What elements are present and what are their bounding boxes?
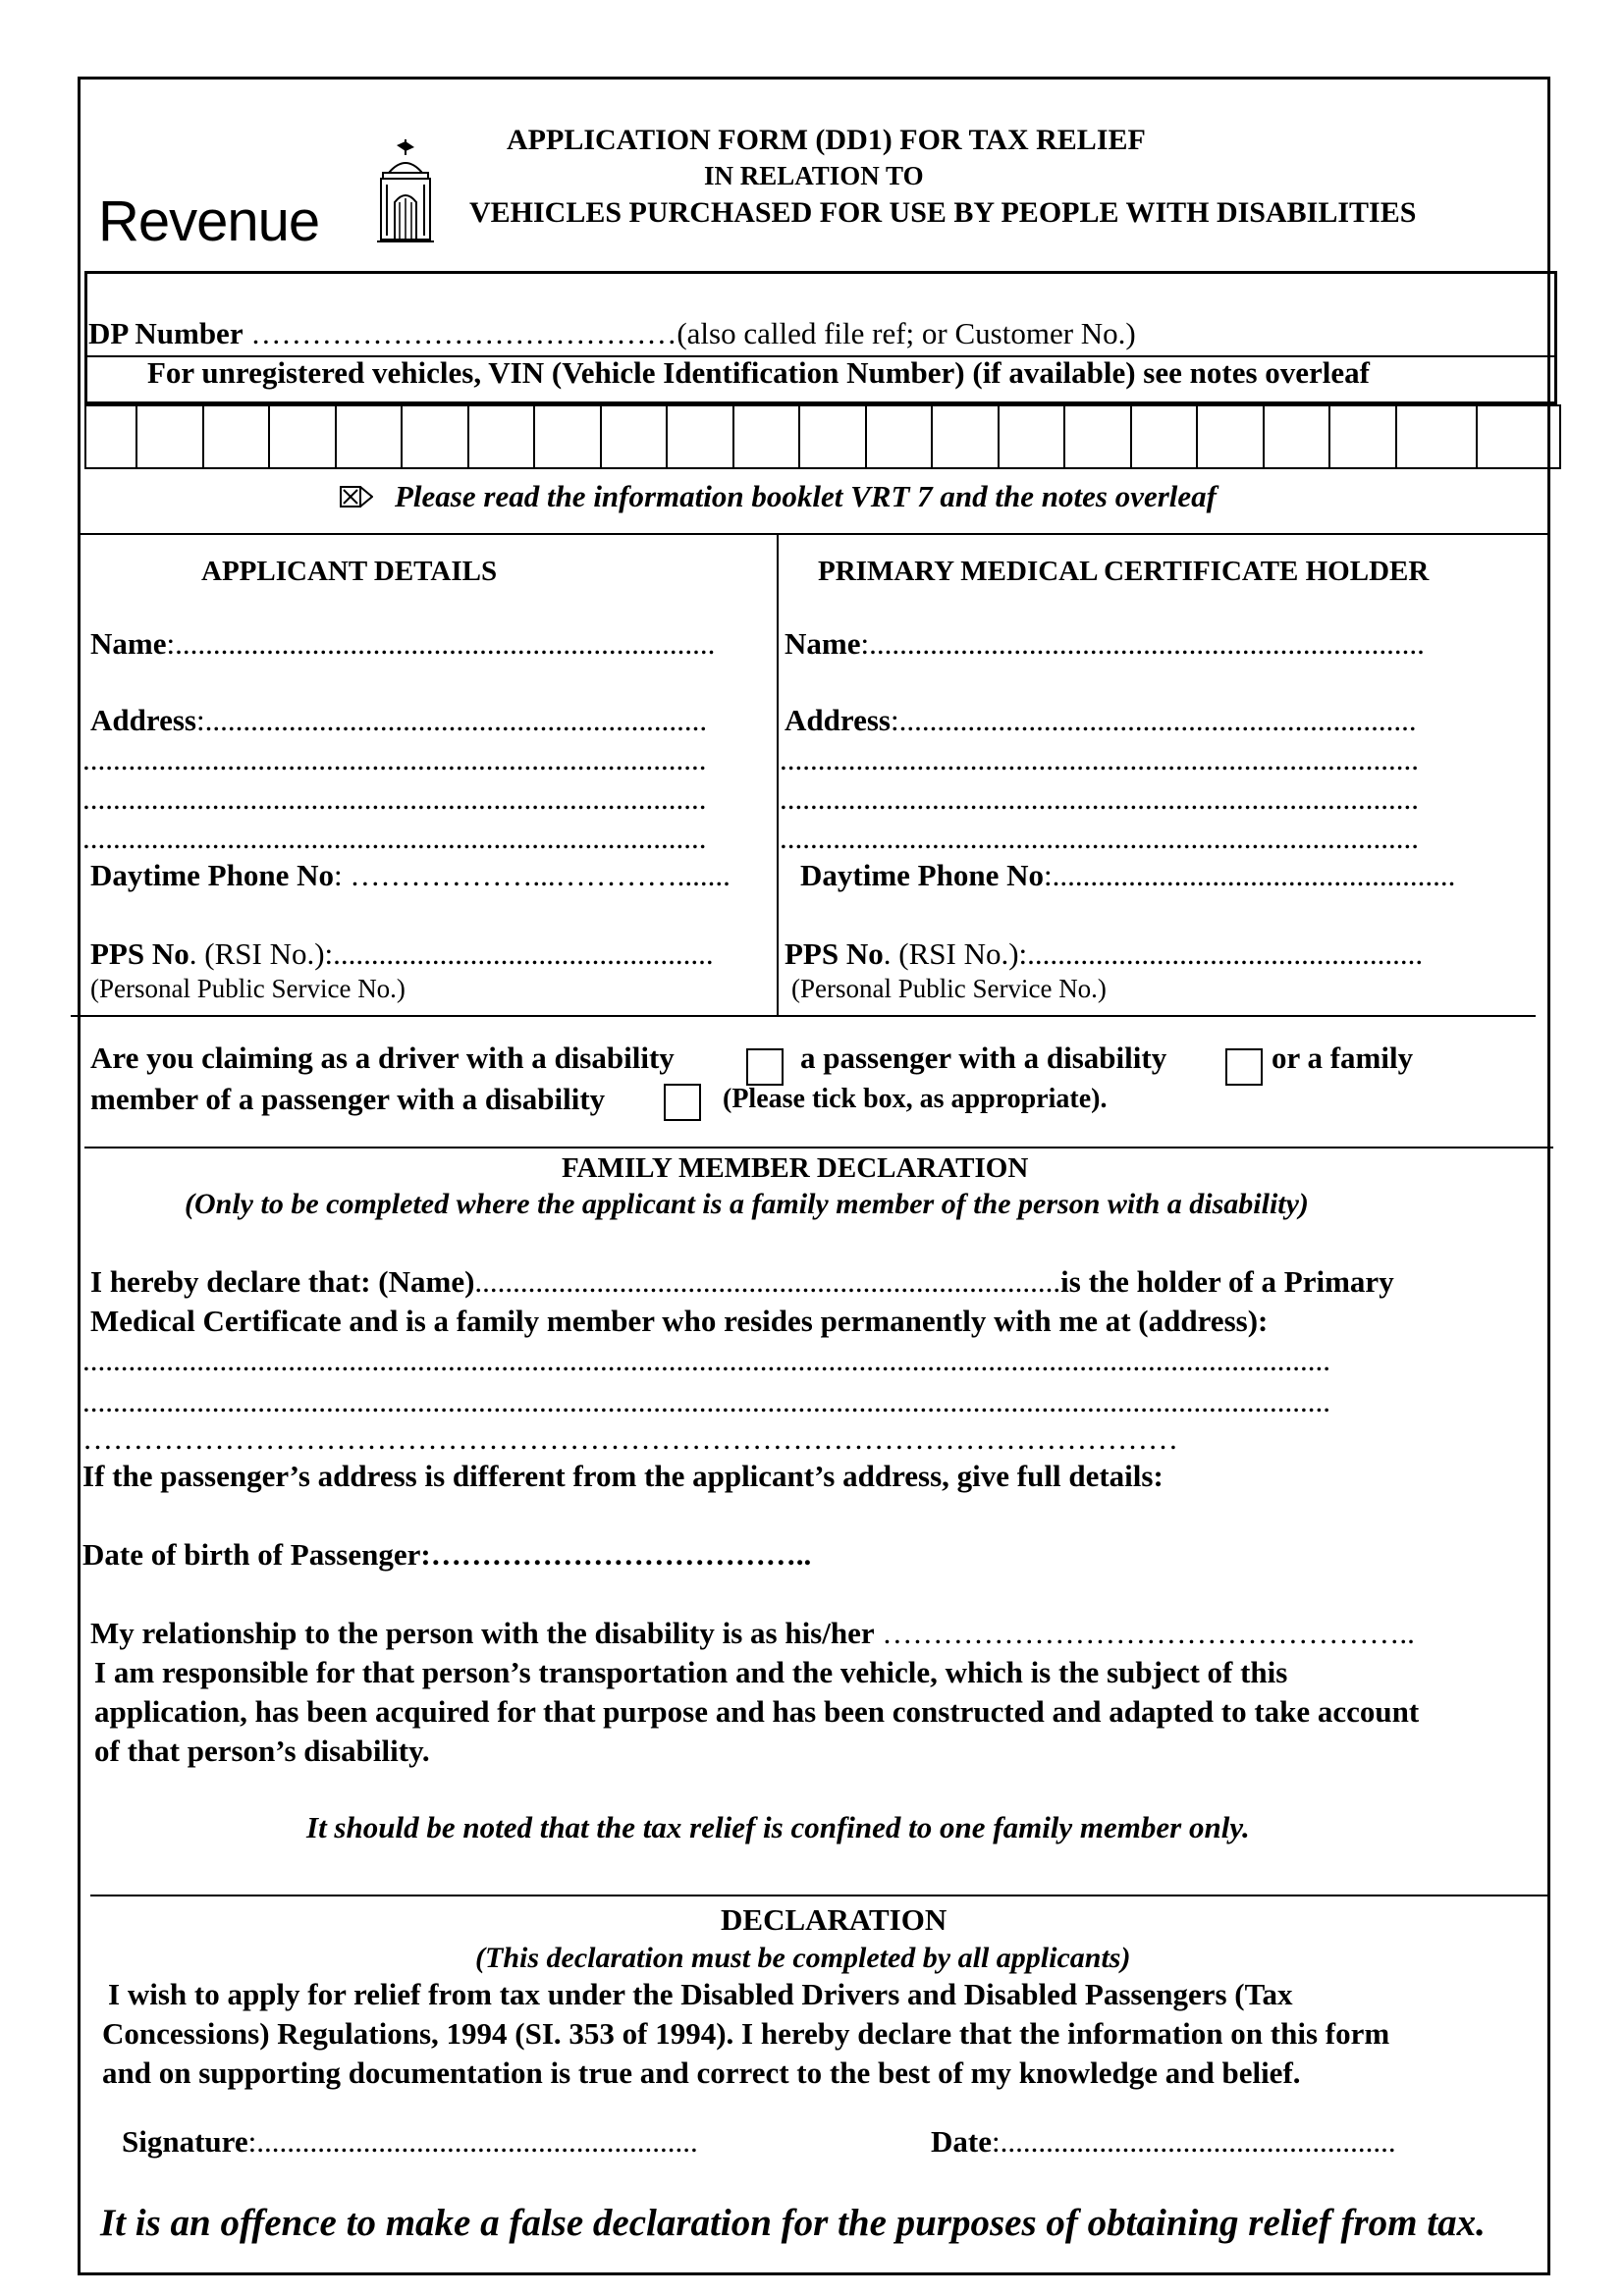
dp-number-label: DP Number xyxy=(88,316,244,350)
applicant-address-field[interactable]: Address:.................................................................. xyxy=(90,703,708,737)
family-declare-line2: Medical Certificate and is a family member who resides permanently with me at (address): xyxy=(90,1304,1269,1338)
vin-instruction: For unregistered vehicles, VIN (Vehicle Identification Number) (if available) see notes overleaf xyxy=(147,355,1370,390)
claim-tick-instruction: (Please tick box, as appropriate). xyxy=(723,1084,1108,1114)
pmc-phone-field[interactable]: Daytime Phone No:..................................................... xyxy=(800,858,1456,892)
vin-cell[interactable] xyxy=(268,406,270,469)
vin-grid[interactable] xyxy=(84,404,1561,469)
pointing-hand-icon xyxy=(340,485,373,508)
vin-cell[interactable] xyxy=(1328,406,1330,469)
responsibility-line2: application, has been acquired for that purpose and has been constructed and adapted to take account xyxy=(94,1694,1420,1729)
vin-cell[interactable] xyxy=(998,406,1000,469)
driver-checkbox[interactable] xyxy=(746,1048,784,1086)
family-address-line[interactable]: .................................................................................................................................................................... xyxy=(82,1384,1330,1418)
customs-house-icon xyxy=(377,137,434,245)
vin-cell[interactable] xyxy=(135,406,137,469)
declaration-line1: I wish to apply for relief from tax under the Disabled Drivers and Disabled Passengers (Tax xyxy=(108,1977,1293,2011)
vin-cell[interactable] xyxy=(931,406,933,469)
pmc-address-line[interactable]: .................................................................................... xyxy=(780,742,1419,776)
date-field[interactable]: Date:.................................................... xyxy=(931,2124,1396,2159)
vin-cell[interactable] xyxy=(865,406,867,469)
applicant-pps-field[interactable]: PPS No. (RSI No.):.................................................. xyxy=(90,936,714,971)
claim-divider xyxy=(84,1147,1553,1148)
column-divider xyxy=(777,534,779,1015)
vin-cell[interactable] xyxy=(798,406,800,469)
dp-number-note: (also called file ref; or Customer No.) xyxy=(677,316,1136,350)
declaration-line2: Concessions) Regulations, 1994 (SI. 353 of 1994). I hereby declare that the information on this form xyxy=(102,2016,1390,2051)
family-declaration-subheading: (Only to be completed where the applicant is a family member of the person with a disability) xyxy=(185,1188,1309,1220)
details-divider xyxy=(71,1015,1536,1017)
passenger-address-instruction: If the passenger’s address is different from the applicant’s address, give full details: xyxy=(82,1459,1164,1493)
applicant-address-line[interactable]: .................................................................................. xyxy=(82,821,707,855)
applicant-phone-field[interactable]: Daytime Phone No: ………………...…………....... xyxy=(90,858,731,892)
pmc-address-field[interactable]: Address:.................................................................... xyxy=(785,703,1417,737)
pmc-holder-heading: PRIMARY MEDICAL CERTIFICATE HOLDER xyxy=(818,556,1430,587)
applicant-address-line[interactable]: .................................................................................. xyxy=(82,781,707,816)
family-name-field[interactable]: ............................................................................. xyxy=(474,1264,1061,1299)
family-member-checkbox[interactable] xyxy=(664,1084,701,1121)
vin-cell[interactable] xyxy=(533,406,535,469)
vin-cell[interactable] xyxy=(1395,406,1397,469)
vin-cell[interactable] xyxy=(1263,406,1265,469)
family-address-line[interactable]: ……………………………………………………………………………………………… xyxy=(82,1421,1178,1456)
vin-cell[interactable] xyxy=(401,406,403,469)
claim-passenger-label: a passenger with a disability xyxy=(800,1041,1167,1075)
responsibility-line3: of that person’s disability. xyxy=(94,1734,430,1768)
vin-cell[interactable] xyxy=(1063,406,1065,469)
declaration-subheading: (This declaration must be completed by all applicants) xyxy=(475,1942,1131,1974)
dp-number-field[interactable]: …………………………………… xyxy=(243,316,677,350)
family-relief-note: It should be noted that the tax relief is confined to one family member only. xyxy=(306,1810,1250,1844)
claim-driver-label: Are you claiming as a driver with a disability xyxy=(90,1041,675,1075)
applicant-pps-subtitle: (Personal Public Service No.) xyxy=(90,974,406,1003)
family-declaration-heading: FAMILY MEMBER DECLARATION xyxy=(562,1152,1029,1184)
applicant-address-line[interactable]: .................................................................................. xyxy=(82,742,707,776)
false-declaration-warning: It is an offence to make a false declaration for the purposes of obtaining relief from tax. xyxy=(100,2202,1486,2244)
pmc-pps-field[interactable]: PPS No. (RSI No.):.................................................... xyxy=(785,936,1424,971)
declaration-heading: DECLARATION xyxy=(721,1902,947,1937)
pmc-pps-subtitle: (Personal Public Service No.) xyxy=(791,974,1107,1003)
signature-field[interactable]: Signature:.......................................................... xyxy=(122,2124,698,2159)
pmc-name-field[interactable]: Name:......................................................................... xyxy=(785,626,1425,661)
revenue-logo: Revenue xyxy=(98,189,320,253)
pmc-address-line[interactable]: .................................................................................... xyxy=(780,821,1419,855)
family-divider xyxy=(90,1895,1549,1896)
form-title-line1: APPLICATION FORM (DD1) FOR TAX RELIEF xyxy=(507,124,1146,156)
vin-cell[interactable] xyxy=(1130,406,1132,469)
claim-family-label: or a family xyxy=(1272,1041,1414,1075)
form-title-line3: VEHICLES PURCHASED FOR USE BY PEOPLE WITH DISABILITIES xyxy=(469,196,1417,229)
declaration-line3: and on supporting documentation is true and correct to the best of my knowledge and belief. xyxy=(102,2056,1301,2090)
vin-cell[interactable] xyxy=(1196,406,1198,469)
form-title-line2: IN RELATION TO xyxy=(704,161,924,190)
vin-cell[interactable] xyxy=(335,406,337,469)
notice-divider xyxy=(79,533,1549,535)
pmc-address-line[interactable]: .................................................................................... xyxy=(780,781,1419,816)
notice-text: Please read the information booklet VRT 7 and the notes overleaf xyxy=(395,479,1217,513)
family-address-line[interactable]: .................................................................................................................................................................... xyxy=(82,1343,1330,1377)
passenger-dob-field[interactable]: Date of birth of Passenger:……………………………….. xyxy=(82,1537,812,1572)
vin-cell[interactable] xyxy=(202,406,204,469)
family-declare-line1: I hereby declare that: (Name).............................................................................is the holder of a Primary xyxy=(90,1264,1394,1299)
passenger-checkbox[interactable] xyxy=(1225,1048,1263,1086)
vin-cell[interactable] xyxy=(467,406,469,469)
applicant-heading: APPLICANT DETAILS xyxy=(201,556,498,587)
vin-cell[interactable] xyxy=(732,406,734,469)
vin-cell[interactable] xyxy=(1476,406,1478,469)
dp-number-line xyxy=(88,316,1136,351)
applicant-name-field[interactable]: Name:....................................................................... xyxy=(90,626,716,661)
responsibility-line1: I am responsible for that person’s transportation and the vehicle, which is the subject of this xyxy=(94,1655,1288,1689)
vin-cell[interactable] xyxy=(666,406,668,469)
claim-family-label-cont: member of a passenger with a disability xyxy=(90,1082,606,1116)
vin-cell[interactable] xyxy=(600,406,602,469)
relationship-field[interactable]: My relationship to the person with the disability is as his/her …………………………………………….. xyxy=(90,1616,1415,1650)
